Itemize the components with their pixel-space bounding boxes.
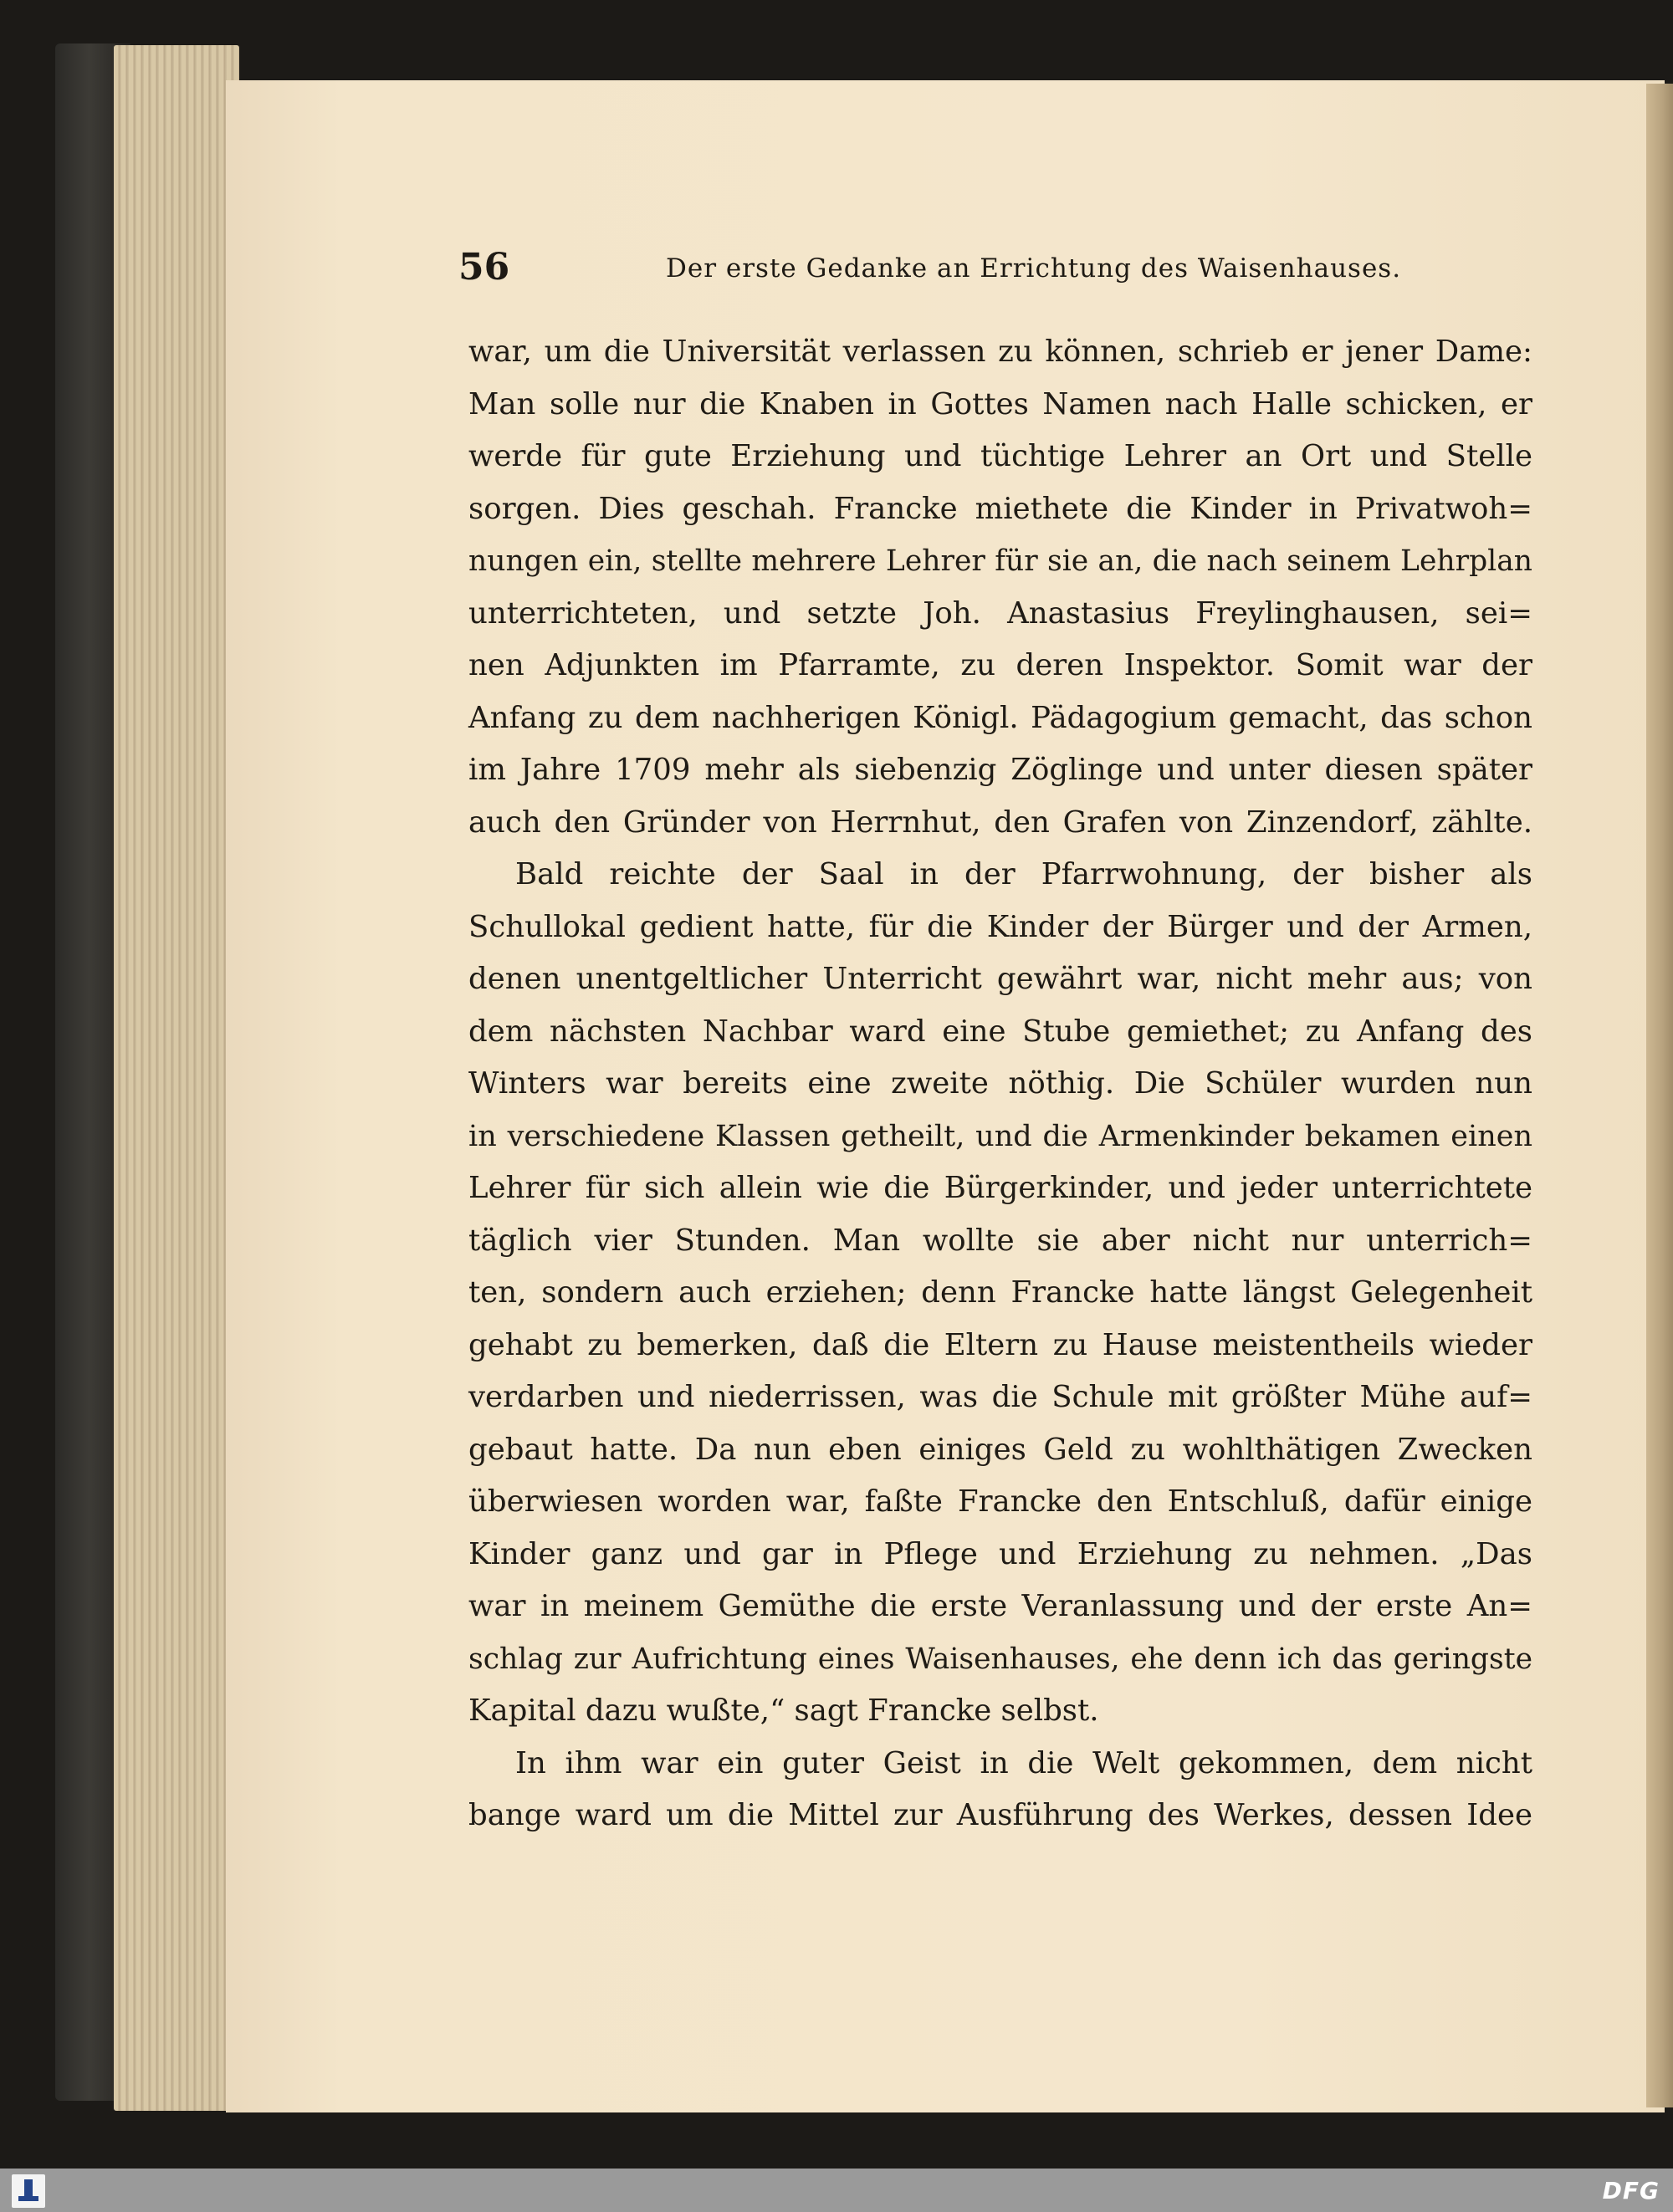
paragraph-start-line: In ihm war ein guter Geist in die Welt gekommen, dem nicht [515,1745,1532,1780]
text-line: nen Adjunkten im Pfarramte, zu deren Inspektor. Somit war der [468,648,1532,682]
text-line: überwiesen worden war, faßte Francke den Entschluß, dafür einige [468,1484,1532,1519]
text-line: Kinder ganz und gar in Pflege und Erziehung zu nehmen. „Das [468,1536,1532,1571]
text-line: werde für gute Erziehung und tüchtige Lehrer an Ort und Stelle [468,439,1532,473]
text-line: in verschiedene Klassen getheilt, und die Armenkinder bekamen einen [468,1119,1532,1153]
text-line: ten, sondern auch erziehen; denn Francke hatte längst Gelegenheit [468,1275,1532,1310]
text-line: gebaut hatte. Da nun eben einiges Geld zu wohlthätigen Zwecken [468,1432,1532,1467]
running-head [458,244,1537,291]
dfg-logo: DFG [1602,2177,1660,2204]
viewer-bottom-bar [0,2169,1673,2212]
text-line: gehabt zu bemerken, daß die Eltern zu Hause meistentheils wieder [468,1327,1532,1362]
text-line: unterrichteten, und setzte Joh. Anastasius Freylinghausen, sei= [468,595,1532,631]
paragraph-end-line: Kapital dazu wußte,“ sagt Francke selbst. [468,1693,1099,1728]
next-page-edge [1646,84,1673,2107]
text-line: auch den Gründer von Herrnhut, den Grafen von Zinzendorf, zählte. [468,805,1532,840]
text-line: sorgen. Dies geschah. Francke miethete die Kinder in Privatwoh= [468,491,1532,526]
text-line: Winters war bereits eine zweite nöthig. Die Schüler wurden nun [468,1066,1532,1101]
library-logo-icon [12,2174,45,2208]
text-line: Man solle nur die Knaben in Gottes Namen nach Halle schicken, er [468,386,1532,421]
text-line: Schullokal gedient hatte, für die Kinder der Bürger und der Armen, [468,909,1532,944]
text-line: denen unentgeltlicher Unterricht gewährt war, nicht mehr aus; von [468,962,1532,996]
text-line: Lehrer für sich allein wie die Bürgerkinder, und jeder unterrichtete [468,1171,1532,1205]
text-line: Anfang zu dem nachherigen Königl. Pädagogium gemacht, das schon [468,700,1532,735]
text-line: war in meinem Gemüthe die erste Veranlassung und der erste An= [468,1589,1532,1623]
text-line: dem nächsten Nachbar ward eine Stube gemiethet; zu Anfang des [468,1014,1532,1049]
text-line: im Jahre 1709 mehr als siebenzig Zöglinge und unter diesen später [468,753,1532,787]
text-line: täglich vier Stunden. Man wollte sie aber nicht nur unterrich= [468,1223,1532,1258]
text-line: nungen ein, stellte mehrere Lehrer für sie an, die nach seinem Lehrplan [468,544,1532,578]
paragraph-start-line: Bald reichte der Saal in der Pfarrwohnung, der bisher als [515,857,1532,891]
text-line: war, um die Universität verlassen zu können, schrieb er jener Dame: [468,335,1532,369]
body-text [468,326,1532,1842]
page-number: 56 [458,246,510,289]
text-line: verdarben und niederrissen, was die Schule mit größter Mühe auf= [468,1380,1532,1414]
text-line: bange ward um die Mittel zur Ausführung des Werkes, dessen Idee [468,1798,1532,1832]
page-stack-edge [114,45,239,2111]
running-title: Der erste Gedanke an Errichtung des Waisenhauses. [666,253,1402,284]
text-line: schlag zur Aufrichtung eines Waisenhauses, ehe denn ich das geringste [468,1642,1532,1676]
